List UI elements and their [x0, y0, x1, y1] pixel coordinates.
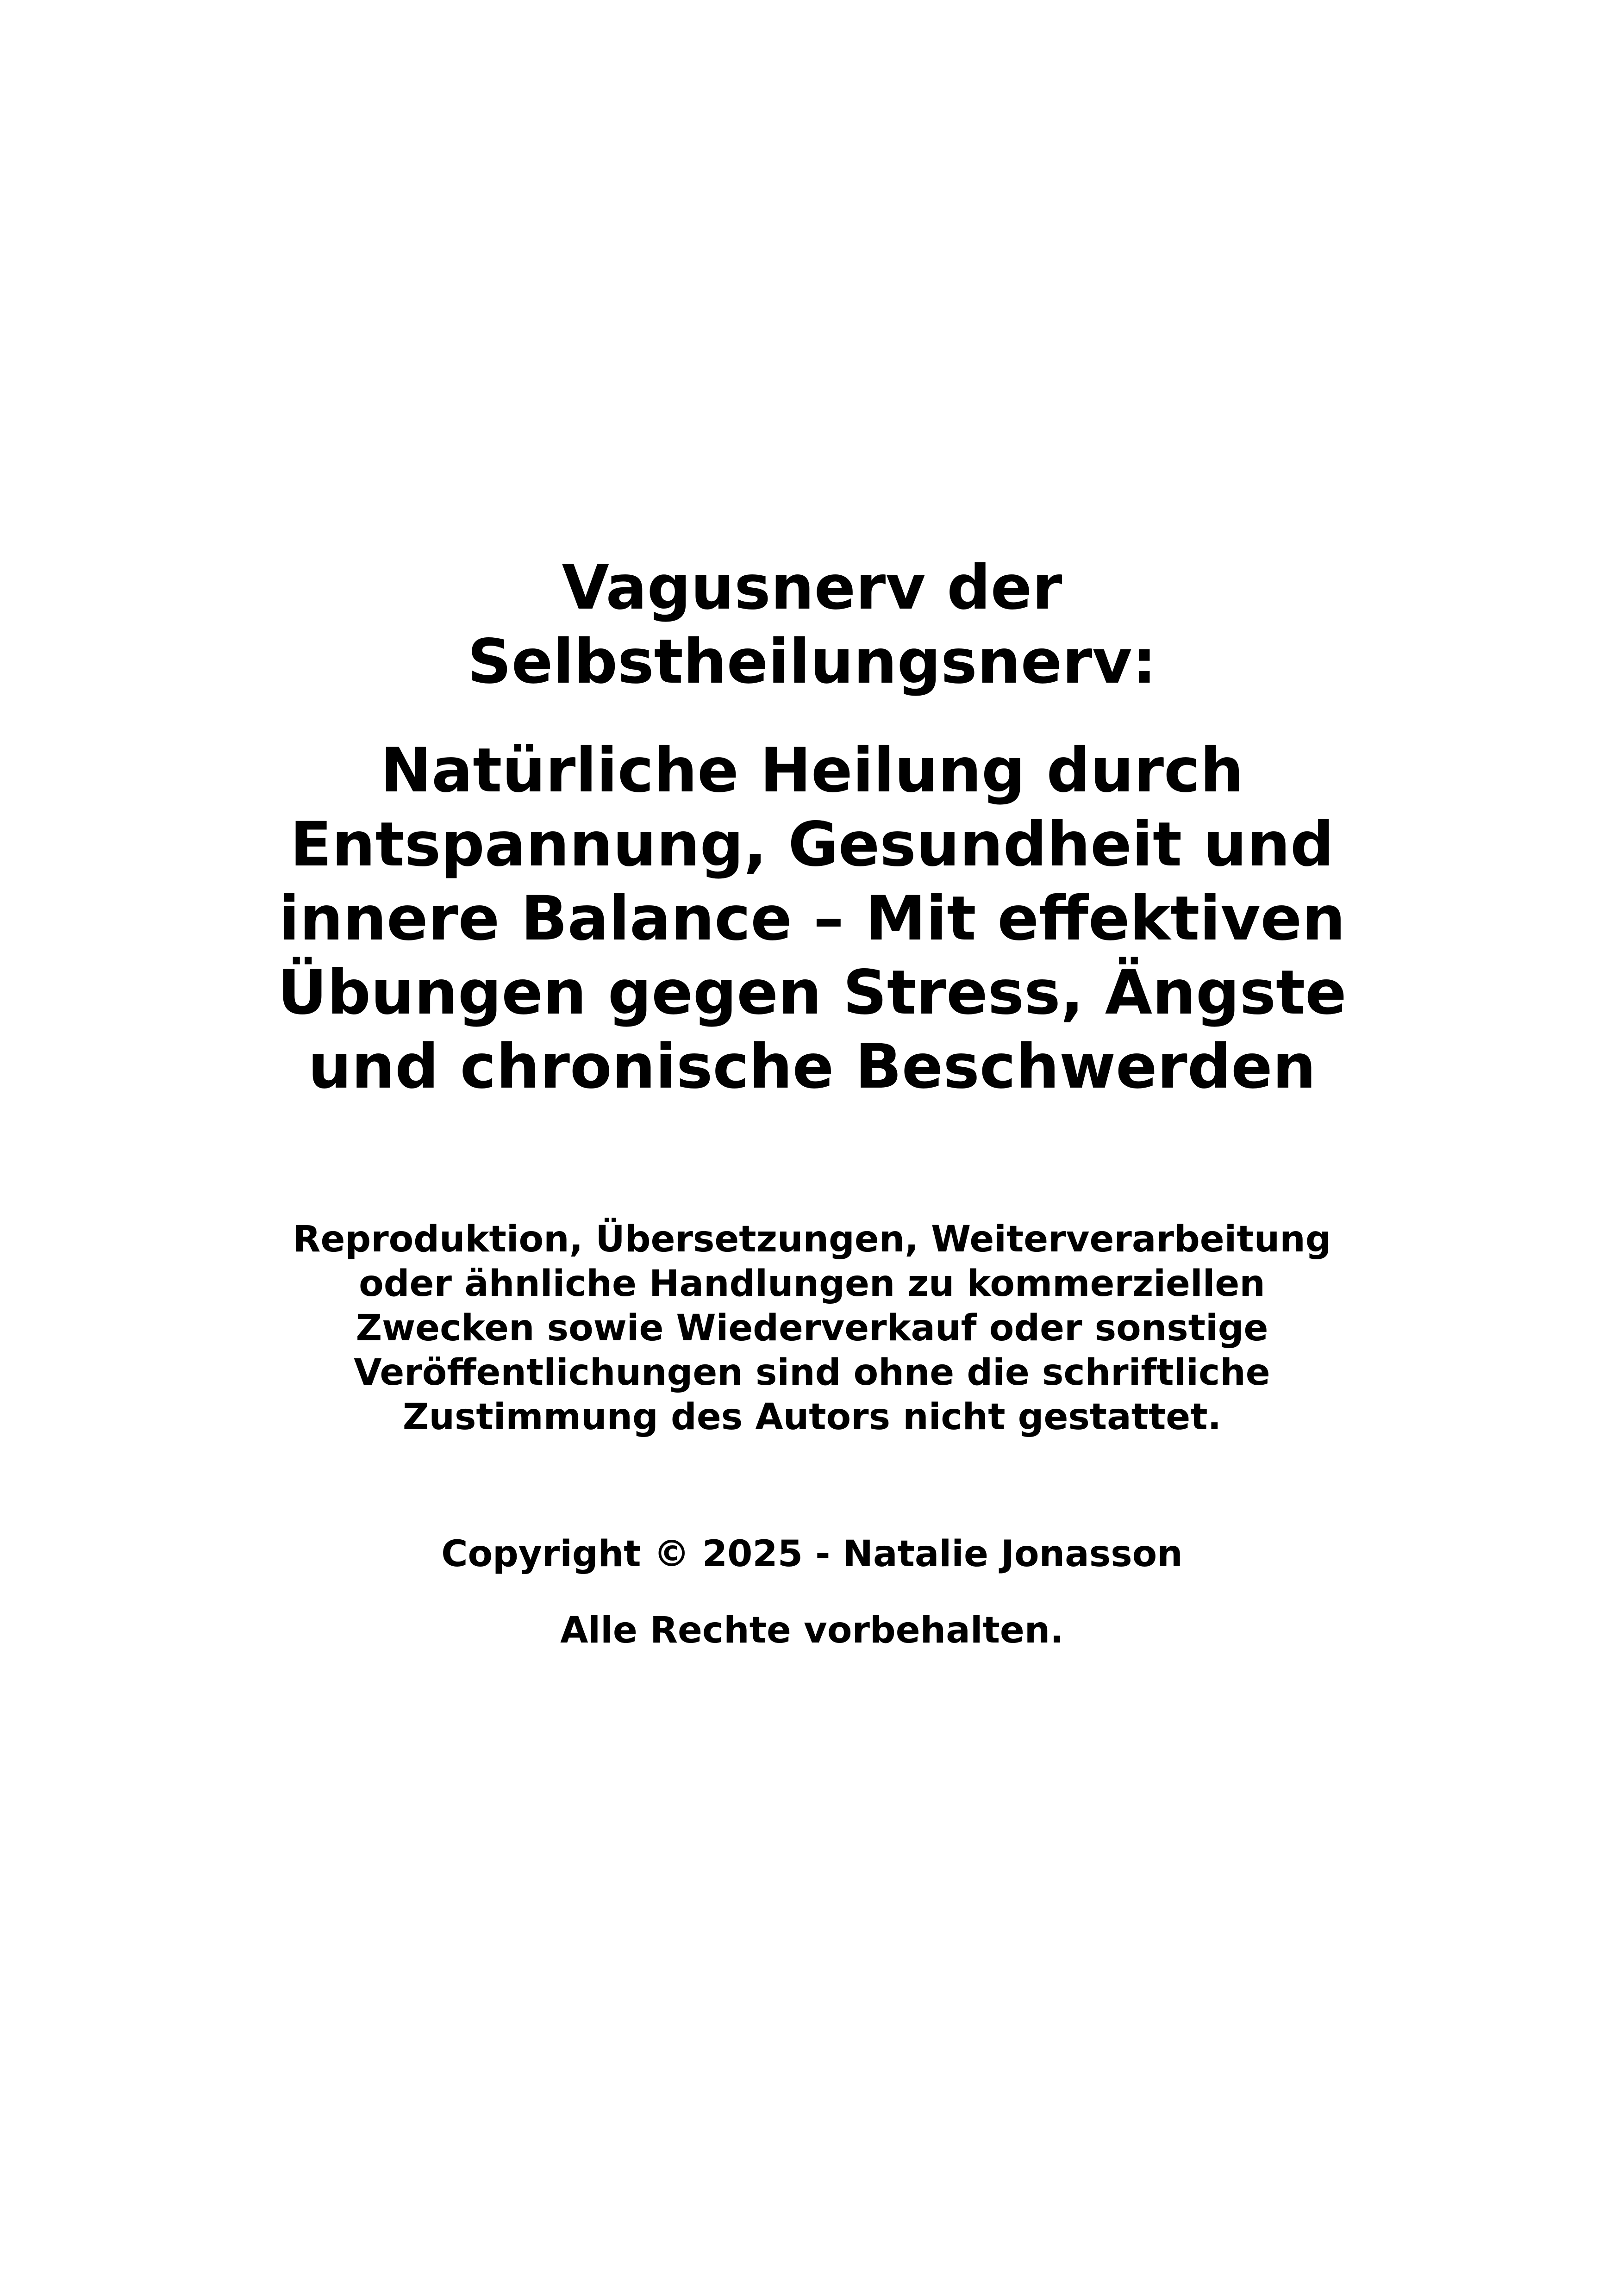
rights-notice	[0, 1217, 1624, 1439]
book-subtitle-line-1: Natürliche Heilung durch	[380, 735, 1244, 806]
book-subtitle	[0, 734, 1624, 1104]
rights-notice-line-4: Veröffentlichungen sind ohne die schriftliche	[354, 1352, 1270, 1394]
book-subtitle-line-5: und chronische Beschwerden	[308, 1031, 1316, 1102]
rights-notice-line-3: Zwecken sowie Wiederverkauf oder sonstige	[356, 1307, 1268, 1349]
rights-notice-line-1: Reproduktion, Übersetzungen, Weiterverarbeitung	[293, 1219, 1331, 1260]
book-title	[0, 551, 1624, 699]
rights-reserved: Alle Rechte vorbehalten.	[560, 1610, 1064, 1651]
copyright-line: Copyright © 2025 - Natalie Jonasson	[441, 1533, 1183, 1575]
rights-notice-line-5: Zustimmung des Autors nicht gestattet.	[402, 1396, 1222, 1438]
rights-notice-line-2: oder ähnliche Handlungen zu kommerziellen	[359, 1263, 1265, 1305]
book-subtitle-line-4: Übungen gegen Stress, Ängste	[277, 957, 1347, 1028]
book-title-line-1: Vagusnerv der	[562, 552, 1062, 623]
book-subtitle-line-3: innere Balance – Mit effektiven	[278, 883, 1346, 954]
book-title-line-2: Selbstheilungsnerv:	[467, 626, 1157, 697]
book-subtitle-line-2: Entspannung, Gesundheit und	[290, 809, 1334, 880]
